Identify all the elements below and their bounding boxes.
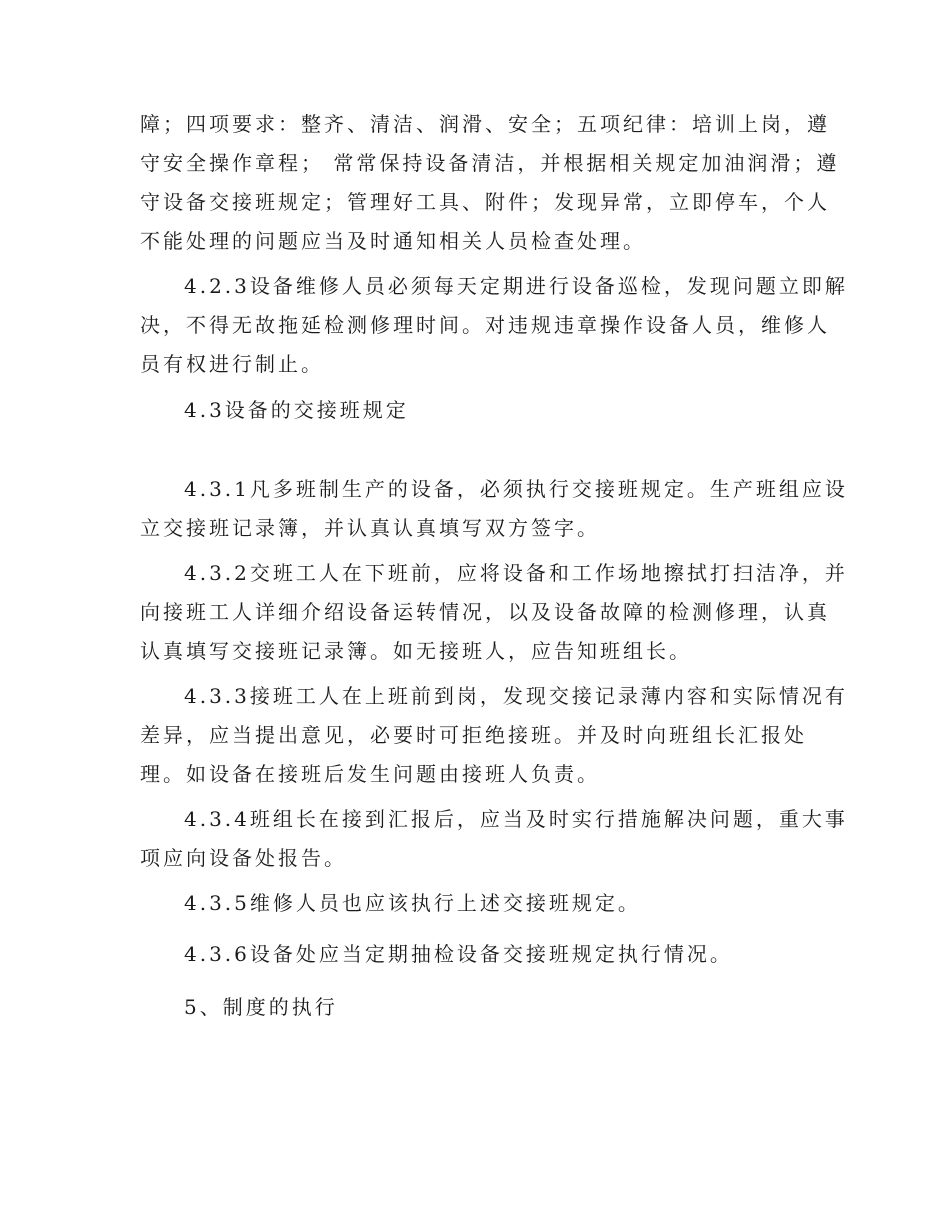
- text-line: 认真填写交接班记录簿。如无接班人，应告知班组长。: [140, 639, 692, 663]
- text-line: 4.3.3接班工人在上班前到岗，发现交接记录薄内容和实际情况有: [184, 684, 848, 708]
- text-line: 4.3设备的交接班规定: [184, 398, 409, 422]
- text-line: 障；四项要求：整齐、清洁、润滑、安全；五项纪律：培训上岗，遵: [140, 112, 830, 136]
- paragraph-4-3-3: [140, 677, 848, 794]
- text-line: 决，不得无故拖延检测修理时间。对违规违章操作设备人员，维修人: [140, 313, 830, 337]
- section-heading-5: [140, 988, 812, 1027]
- text-line: 4.3.5维修人员也应该执行上述交接班规定。: [184, 891, 641, 915]
- paragraph-4-3-5: [140, 884, 812, 923]
- text-line: 向接班工人详细介绍设备运转情况，以及设备故障的检测修理，认真: [140, 600, 830, 624]
- text-line: 理。如设备在接班后发生问题由接班人负责。: [140, 762, 600, 786]
- text-line: 员有权进行制止。: [140, 352, 324, 376]
- paragraph-4-3-6: [140, 935, 812, 974]
- text-line: 4.3.6设备处应当定期抽检设备交接班规定执行情况。: [184, 942, 733, 966]
- text-line: 守安全操作章程； 常常保持设备清洁，并根据相关规定加油润滑；遵: [140, 151, 840, 175]
- paragraph-4-2-3: [140, 267, 848, 384]
- section-heading-4-3: [140, 391, 812, 430]
- paragraph-equipment-rules: [140, 105, 840, 261]
- paragraph-4-3-4: [140, 800, 848, 878]
- text-line: 4.3.1凡多班制生产的设备，必须执行交接班规定。生产班组应设: [184, 477, 848, 501]
- text-line: 立交接班记录簿，并认真认真填写双方签字。: [140, 516, 600, 540]
- text-line: 差异，应当提出意见，必要时可拒绝接班。并及时向班组长汇报处: [140, 723, 807, 747]
- text-line: 项应向设备处报告。: [140, 846, 347, 870]
- text-line: 4.3.4班组长在接到汇报后，应当及时实行措施解决问题，重大事: [184, 807, 848, 831]
- paragraph-4-3-1: [140, 470, 848, 548]
- text-line: 5、制度的执行: [184, 995, 338, 1019]
- paragraph-4-3-2: [140, 554, 848, 671]
- text-line: 不能处理的问题应当及时通知相关人员检查处理。: [140, 229, 646, 253]
- text-line: 4.3.2交班工人在下班前，应将设备和工作场地擦拭打扫洁净，并: [184, 561, 848, 585]
- text-line: 守设备交接班规定；管理好工具、附件；发现异常，立即停车，个人: [140, 190, 830, 214]
- text-line: 4.2.3设备维修人员必须每天定期进行设备巡检，发现问题立即解: [184, 274, 848, 298]
